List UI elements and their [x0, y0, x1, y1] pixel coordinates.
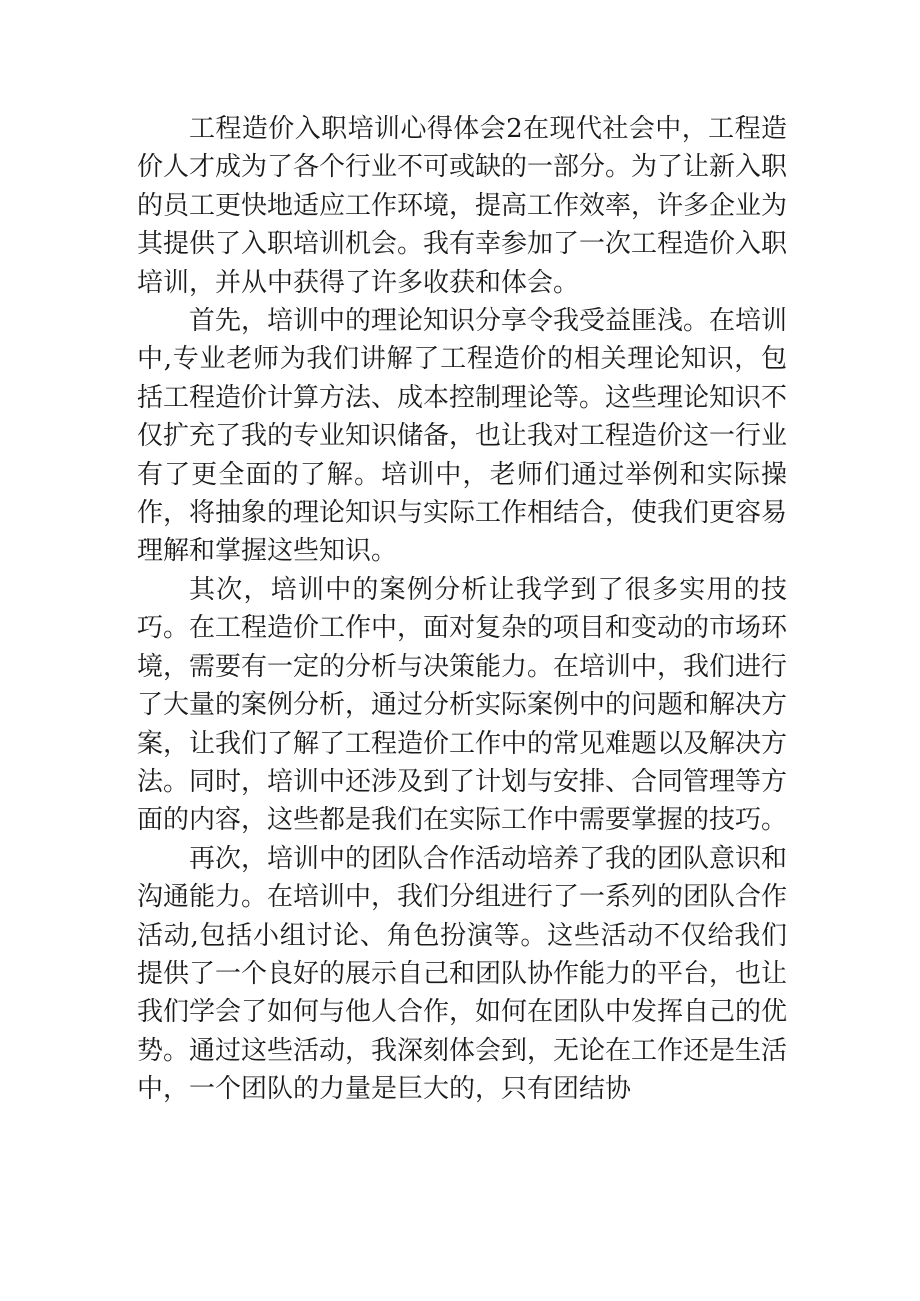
document-body: [137, 110, 787, 1109]
paragraph-team-cooperation: 再次，培训中的团队合作活动培养了我的团队意识和沟通能力。在培训中，我们分组进行了一系列的团队合作活动,包括小组讨论、角色扮演等。这些活动不仅给我们提供了一个良好的展示自己和团队协作能力的平台，也让我们学会了如何与他人合作，如何在团队中发挥自己的优势。通过这些活动，我深刻体会到，无论在工作还是生活中，一个团队的力量是巨大的，只有团结协: [137, 843, 788, 1105]
paragraph-intro: 工程造价入职培训心得体会2在现代社会中，工程造价人才成为了各个行业不可或缺的一部分。为了让新入职的员工更快地适应工作环境，提高工作效率，许多企业为其提供了入职培训机会。我有幸参加了一次工程造价入职培训，并从中获得了许多收获和体会。: [137, 114, 788, 298]
paragraph-case-analysis: 其次，培训中的案例分析让我学到了很多实用的技巧。在工程造价工作中，面对复杂的项目和变动的市场环境，需要有一定的分析与决策能力。在培训中，我们进行了大量的案例分析，通过分析实际案例中的问题和解决方案，让我们了解了工程造价工作中的常见难题以及解决方法。同时，培训中还涉及到了计划与安排、合同管理等方面的内容，这些都是我们在实际工作中需要掌握的技巧。: [137, 574, 788, 836]
paragraph-theory-knowledge: 首先，培训中的理论知识分享令我受益匪浅。在培训中,专业老师为我们讲解了工程造价的相关理论知识，包括工程造价计算方法、成本控制理论等。这些理论知识不仅扩充了我的专业知识储备，也让我对工程造价这一行业有了更全面的了解。培训中，老师们通过举例和实际操作，将抽象的理论知识与实际工作相结合，使我们更容易理解和掌握这些知识。: [137, 306, 788, 567]
